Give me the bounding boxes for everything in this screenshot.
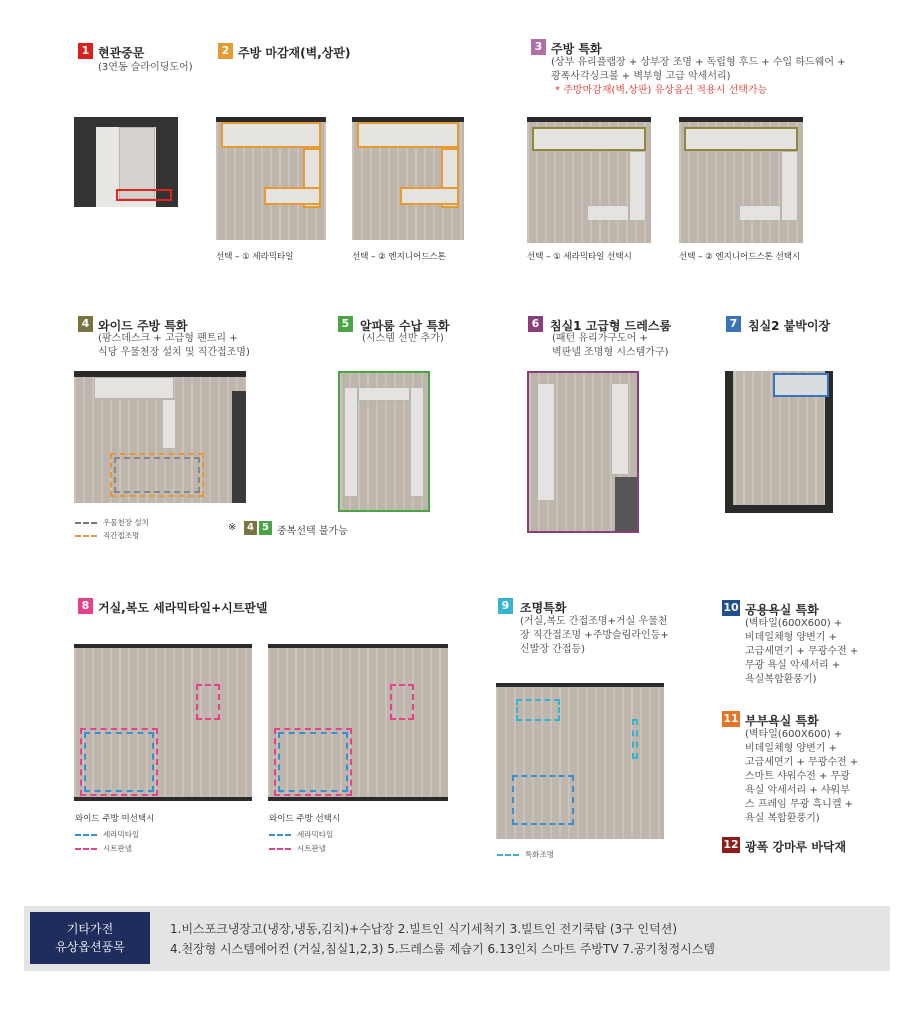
legend-9-light: 특화조명 bbox=[497, 849, 554, 860]
caption-8-1: 와이드 주방 미선택시 bbox=[75, 814, 155, 824]
desc-4-line2: 식당 우물천장 설치 및 직간접조명) bbox=[98, 347, 250, 358]
desc-11-line1: (벽타일(600X600) + bbox=[745, 729, 843, 740]
caption-2-2: 선택 – ② 엔지니어드스톤 bbox=[352, 252, 446, 262]
badge-6: 6 bbox=[528, 316, 543, 332]
plan-entrance bbox=[74, 117, 178, 207]
title-10: 공용욕실 특화 bbox=[745, 603, 819, 617]
desc-11-line5: 욕실 악세서리 + 샤워부 bbox=[745, 785, 850, 796]
desc-9-line2: 장 직간접조명 +주방슬림라인등+ bbox=[520, 630, 669, 641]
desc-10-line4: 무광 욕실 악세서리 + bbox=[745, 660, 841, 671]
appliances-line1: 1.비스포크냉장고(냉장,냉동,김치)+수납장 2.빌트인 식기세척기 3.빌트인 전기쿡탑 (3구 인덕션) bbox=[170, 922, 678, 936]
plan-bedroom2 bbox=[725, 371, 833, 513]
desc-5-line1: (시스템 선반 추가) bbox=[362, 333, 444, 344]
desc-10-line1: (벽타일(600X600) + bbox=[745, 618, 843, 629]
desc-6-line1: (패턴 유리가구도어 + bbox=[552, 333, 648, 344]
dup-note-text: 중복선택 불가능 bbox=[277, 526, 348, 537]
appliances-line2: 4.천장형 시스템에어컨 (거실,침실1,2,3) 5.드레스룸 제습기 6.13인치 스마트 주방TV 7.공기청정시스템 bbox=[170, 942, 715, 956]
legend-8-sheet-a: 시트판넬 bbox=[75, 843, 132, 854]
title-5: 알파룸 수납 특화 bbox=[360, 319, 450, 333]
title-12: 광폭 강마루 바닥재 bbox=[745, 840, 847, 854]
other-appliances-label: 기타가전 유상옵션품목 bbox=[30, 912, 150, 964]
title-6: 침실1 고급형 드레스룸 bbox=[550, 319, 672, 333]
dup-badge-4: 4 bbox=[244, 521, 257, 535]
desc-11-line6: 스 프레임 무광 흑니켈 + bbox=[745, 799, 854, 810]
legend-4-ceiling: 우물천장 설치 bbox=[75, 517, 149, 528]
desc-10-line3: 고급세면기 + 무광수전 + bbox=[745, 646, 859, 657]
desc-11-line3: 고급세면기 + 무광수전 + bbox=[745, 757, 859, 768]
desc-4-line1: (팜스데스크 + 고급형 팬트리 + bbox=[98, 333, 238, 344]
plan-kitchen-stone bbox=[352, 117, 464, 240]
badge-5: 5 bbox=[338, 316, 353, 332]
badge-11: 11 bbox=[723, 712, 739, 725]
desc-9-line1: (거실,복도 간접조명+거실 우물천 bbox=[520, 616, 668, 627]
legend-8-tile-a: 세라믹타일 bbox=[75, 829, 139, 840]
badge-7: 7 bbox=[726, 316, 741, 332]
note-3: * 주방마감재(벽,상판) 유상옵션 적용시 선택가능 bbox=[555, 85, 768, 96]
badge-2: 2 bbox=[218, 43, 233, 59]
desc-9-line3: 신발장 간접등) bbox=[520, 644, 586, 655]
title-2: 주방 마감재(벽,상판) bbox=[238, 46, 351, 60]
dup-note-mark: ※ bbox=[228, 522, 237, 533]
badge-1: 1 bbox=[78, 43, 93, 59]
legend-4-light: 직간접조명 bbox=[75, 530, 139, 541]
desc-11-line4: 스마트 샤워수전 + 무광 bbox=[745, 771, 850, 782]
plan-living-no-wide bbox=[74, 644, 252, 801]
desc-3-line2: 광폭사각싱크볼 + 벽부형 고급 악세서리) bbox=[551, 71, 731, 82]
caption-3-1: 선택 – ① 세라믹타일 선택시 bbox=[527, 252, 632, 262]
plan-kitchen-special-stone bbox=[679, 117, 803, 243]
title-1: 현관중문 bbox=[98, 46, 145, 60]
badge-12: 12 bbox=[723, 838, 739, 851]
plan-wide-kitchen bbox=[74, 371, 246, 503]
desc-11-line7: 욕실 복합환풍기) bbox=[745, 813, 820, 824]
plan-dressroom bbox=[527, 371, 639, 533]
title-11: 부부욕실 특화 bbox=[745, 714, 819, 728]
title-9: 조명특화 bbox=[520, 601, 567, 615]
desc-10-line5: 욕실복합환풍기) bbox=[745, 674, 817, 685]
plan-living-wide bbox=[268, 644, 448, 801]
plan-alpha-room bbox=[338, 371, 430, 512]
badge-8: 8 bbox=[78, 598, 93, 614]
dup-badge-5: 5 bbox=[259, 521, 272, 535]
desc-3-line1: (상부 유리플랩장 + 상부장 조명 + 독립형 후드 + 수입 하드웨어 + bbox=[551, 57, 846, 68]
badge-4: 4 bbox=[78, 316, 93, 332]
legend-8-tile-b: 세라믹타일 bbox=[269, 829, 333, 840]
desc-6-line2: 벽판넬 조명형 시스템가구) bbox=[552, 347, 669, 358]
plan-kitchen-special-tile bbox=[527, 117, 651, 243]
title-4: 와이드 주방 특화 bbox=[98, 319, 188, 333]
desc-11-line2: 비데일체형 양변기 + bbox=[745, 743, 838, 754]
caption-8-2: 와이드 주방 선택시 bbox=[269, 814, 341, 824]
caption-2-1: 선택 – ① 세라믹타일 bbox=[216, 252, 294, 262]
plan-kitchen-tile bbox=[216, 117, 326, 240]
legend-8-sheet-b: 시트판넬 bbox=[269, 843, 326, 854]
plan-lighting bbox=[496, 683, 664, 839]
badge-3: 3 bbox=[531, 39, 546, 55]
desc-1-line1: (3연동 슬라이딩도어) bbox=[98, 62, 193, 73]
title-3: 주방 특화 bbox=[551, 42, 602, 56]
caption-3-2: 선택 – ② 엔지니어드스톤 선택시 bbox=[679, 252, 801, 262]
title-8: 거실,복도 세라믹타일+시트판넬 bbox=[98, 601, 268, 615]
desc-10-line2: 비데일체형 양변기 + bbox=[745, 632, 838, 643]
badge-10: 10 bbox=[723, 601, 739, 614]
title-7: 침실2 붙박이장 bbox=[748, 319, 831, 333]
badge-9: 9 bbox=[498, 598, 513, 614]
other-appliances-bar bbox=[24, 906, 890, 971]
